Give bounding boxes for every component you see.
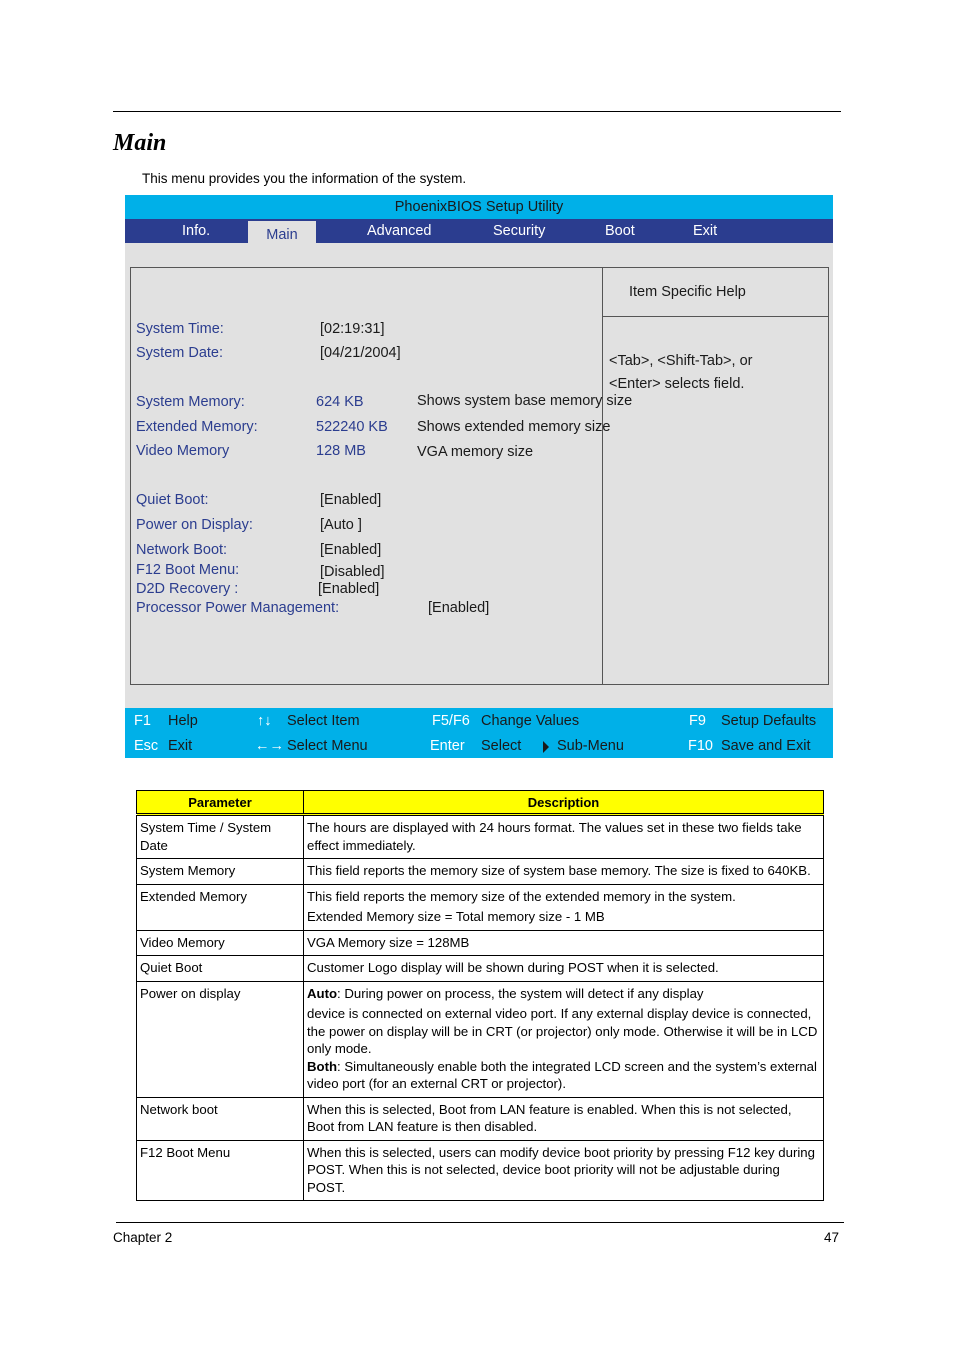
f5f6-desc: Change Values <box>481 713 580 729</box>
enter-desc: Select <box>481 738 522 754</box>
system-memory-value: 624 KB <box>316 394 364 410</box>
tab-boot[interactable]: Boot <box>605 223 635 239</box>
bios-screenshot <box>125 195 833 758</box>
power-on-display-label: Power on Display: <box>136 517 253 533</box>
desc-cell: VGA Memory size = 128MB <box>304 930 824 956</box>
up-down-arrows-icon: ↑↓ <box>257 713 272 729</box>
auto-text: : During power on process, the system will detect if any display <box>337 985 704 1001</box>
table-row <box>137 884 824 930</box>
param-cell: F12 Boot Menu <box>137 1140 304 1201</box>
table-row <box>137 1140 824 1201</box>
desc-line: device is connected on external video port. If any external display device is connected, the power on display will be in CRT (or projector) only mode. Otherwise it will be in LCD only mode. <box>307 1006 818 1056</box>
desc-cell: Customer Logo display will be shown during POST when it is selected. <box>304 956 824 982</box>
page-title: Main <box>113 130 167 156</box>
desc-cell <box>304 981 824 1097</box>
submenu-desc: Sub-Menu <box>557 738 624 754</box>
tab-security[interactable]: Security <box>493 223 546 239</box>
left-right-arrows-icon: ←→ <box>255 738 284 754</box>
f12-boot-menu-label: F12 Boot Menu: <box>136 562 240 578</box>
extended-memory-value: 522240 KB <box>316 419 388 435</box>
triangle-right-icon <box>543 741 549 753</box>
table-row <box>137 956 824 982</box>
f5f6-key: F5/F6 <box>432 713 470 729</box>
d2d-recovery-value[interactable]: [Enabled] <box>318 581 380 597</box>
param-cell: Network boot <box>137 1097 304 1140</box>
help-divider-horizontal <box>603 316 828 317</box>
desc-cell: When this is selected, Boot from LAN feature is enabled. When this is not selected, Boot from LAN feature is then disabled. <box>304 1097 824 1140</box>
bios-menu-bar <box>125 219 833 243</box>
video-memory-label: Video Memory <box>136 443 230 459</box>
desc-cell: This field reports the memory size of system base memory. The size is fixed to 640KB. <box>304 859 824 885</box>
f1-desc: Help <box>168 713 198 729</box>
chapter-label: Chapter 2 <box>113 1230 173 1245</box>
extended-memory-desc: Shows extended memory size <box>417 419 611 435</box>
desc-cell: The hours are displayed with 24 hours format. The values set in these two fields take effect immediately. <box>304 815 824 859</box>
f1-key: F1 <box>134 713 151 729</box>
system-date-value[interactable]: [04/21/2004] <box>320 345 401 361</box>
desc-cell <box>304 884 824 930</box>
desc-line: This field reports the memory size of the extended memory in the system. <box>307 888 736 904</box>
column-header-parameter: Parameter <box>137 791 304 815</box>
table-row <box>137 930 824 956</box>
enter-key: Enter <box>430 738 465 754</box>
f10-desc: Save and Exit <box>721 738 811 754</box>
processor-power-value[interactable]: [Enabled] <box>428 600 490 616</box>
both-label: Both <box>307 1058 338 1074</box>
bios-content-frame <box>130 267 829 685</box>
desc-cell: When this is selected, users can modify device boot priority by pressing F12 key during POST. When this is not selected, device boot priority will not be adjustable during POST. <box>304 1140 824 1201</box>
intro-text: This menu provides you the information of the system. <box>142 171 467 186</box>
esc-key: Esc <box>134 738 159 754</box>
extended-memory-label: Extended Memory: <box>136 419 258 435</box>
video-memory-value: 128 MB <box>316 443 366 459</box>
desc-line: Extended Memory size = Total memory size - 1 MB <box>307 909 605 924</box>
param-cell: Video Memory <box>137 930 304 956</box>
column-header-description: Description <box>304 791 824 815</box>
auto-label: Auto <box>307 985 338 1001</box>
processor-power-label: Processor Power Management: <box>136 600 340 616</box>
updown-desc: Select Item <box>287 713 360 729</box>
quiet-boot-value[interactable]: [Enabled] <box>320 492 382 508</box>
f12-boot-menu-value[interactable]: [Disabled] <box>320 564 385 580</box>
tab-main[interactable]: Main <box>248 221 316 245</box>
help-text-line: <Tab>, <Shift-Tab>, or <box>609 353 753 369</box>
bios-key-legend <box>125 708 833 758</box>
help-title: Item Specific Help <box>629 284 746 300</box>
table-row <box>137 859 824 885</box>
desc-line <box>307 1058 820 1093</box>
tab-exit[interactable]: Exit <box>693 223 718 239</box>
system-memory-label: System Memory: <box>136 394 245 410</box>
param-cell: System Time / System Date <box>137 815 304 859</box>
system-date-label: System Date: <box>136 345 224 361</box>
tab-advanced[interactable]: Advanced <box>367 223 432 239</box>
leftright-desc: Select Menu <box>287 738 368 754</box>
table-row <box>137 1097 824 1140</box>
system-time-label: System Time: <box>136 321 224 337</box>
param-cell: Quiet Boot <box>137 956 304 982</box>
network-boot-value[interactable]: [Enabled] <box>320 542 382 558</box>
help-divider <box>602 267 603 685</box>
top-rule <box>113 111 841 112</box>
bios-title-bar: PhoenixBIOS Setup Utility <box>125 195 833 219</box>
tab-info[interactable]: Info. <box>182 223 211 239</box>
power-on-display-value[interactable]: [Auto ] <box>320 517 362 533</box>
esc-desc: Exit <box>168 738 193 754</box>
system-memory-desc: Shows system base memory size <box>417 393 633 409</box>
table-header-row <box>137 791 824 815</box>
help-text-line: <Enter> selects field. <box>609 376 745 392</box>
d2d-recovery-label: D2D Recovery : <box>136 581 239 597</box>
f10-key: F10 <box>688 738 713 754</box>
video-memory-desc: VGA memory size <box>417 444 534 460</box>
table-row <box>137 815 824 859</box>
both-text: : Simultaneously enable both the integrated LCD screen and the system’s external video port (for an external CRT or projector). <box>307 1058 817 1091</box>
desc-line <box>307 985 820 1003</box>
f9-key: F9 <box>689 713 706 729</box>
network-boot-label: Network Boot: <box>136 542 228 558</box>
bottom-rule <box>116 1222 844 1223</box>
f9-desc: Setup Defaults <box>721 713 817 729</box>
param-cell: System Memory <box>137 859 304 885</box>
quiet-boot-label: Quiet Boot: <box>136 492 209 508</box>
page-number: 47 <box>824 1230 840 1245</box>
parameter-table <box>136 790 824 1201</box>
table-row <box>137 981 824 1097</box>
system-time-value[interactable]: [02:19:31] <box>320 321 385 337</box>
param-cell: Power on display <box>137 981 304 1097</box>
param-cell: Extended Memory <box>137 884 304 930</box>
